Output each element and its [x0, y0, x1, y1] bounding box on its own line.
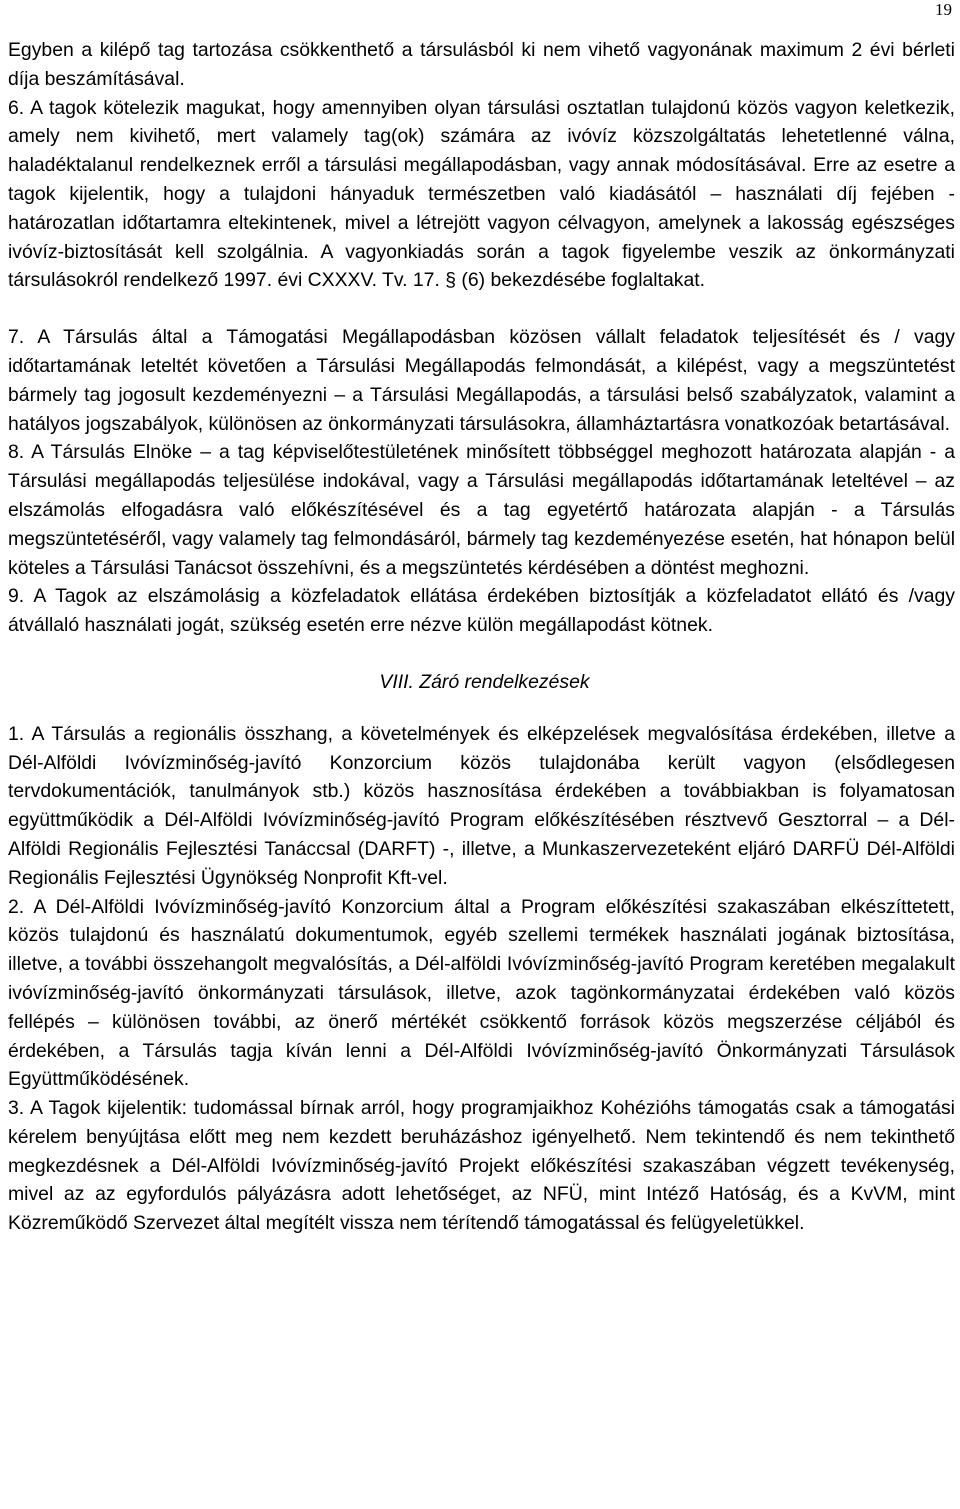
closing-paragraph-1: 1. A Társulás a regionális összhang, a követelmények és elképzelések megvalósítása érdekében, illetve a Dél-Alföldi Ivóvízminőség-javító Konzorcium közös tulajdonába került vagyon (elsődlegesen tervdokumentációk, tanulmányok stb.) közös hasznosítása érdekében a továbbiakban is folyamatosan együttműködik a Dél-Alföldi Ivóvízminőség-javító Program előkészítésében résztvevő Gesztorral – a Dél-Alföldi Regionális Fejlesztési Tanáccsal (DARFT) -, illetve, a Munkaszervezeteként eljáró DARFÜ Dél-Alföldi Regionális Fejlesztési Ügynökség Nonprofit Kft-vel.	[8, 722, 955, 889]
page-number: 19	[935, 0, 952, 19]
paragraph-gap	[8, 295, 955, 323]
paragraph-9: 9. A Tagok az elszámolásig a közfeladatok ellátása érdekében biztosítják a közfeladatot ellátó és /vagy átvállaló használati jogát, szükség esetén erre nézve külön megállapodást kötnek.	[8, 585, 955, 637]
section-heading: VIII. Záró rendelkezések	[379, 670, 590, 693]
paragraph-7: 7. A Társulás által a Támogatási Megállapodásban közösen vállalt feladatok teljesítését és / vagy időtartamának leteltét követően a Társulási Megállapodás felmondását, a kilépést, vagy a megszüntetést bármely tag jogosult kezdeményezni – a Társulási Megállapodás, a társulási belső szabályzatok, valamint a hatályos jogszabályok, különösen az önkormányzati társulásokra, államháztartásra vonatkozóak betartásával.	[8, 326, 955, 435]
paragraph-6: 6. A tagok kötelezik magukat, hogy amennyiben olyan társulási osztatlan tulajdonú közös vagyon keletkezik, amely nem kivihető, mert valamely tag(ok) számára az ivóvíz közszolgáltatás lehetetlenné válna, haladéktalanul rendelkeznek erről a társulási megállapodásban, vagy annak módosításával. Erre az esetre a tagok kijelentik, hogy a tulajdoni hányaduk természetben való kiadásától – használati díj fejében - határozatlan időtartamra eltekintenek, mivel a létrejött vagyon célvagyon, amelynek a lakosság egészséges ivóvíz-biztosítását kell szolgálnia. A vagyonkiadás során a tagok figyelembe veszik az önkormányzati társulásokról rendelkező 1997. évi CXXXV. Tv. 17. § (6) bekezdésébe foglaltakat.	[8, 96, 955, 292]
closing-paragraph-2: 2. A Dél-Alföldi Ivóvízminőség-javító Konzorcium által a Program előkészítési szakaszában elkészíttetett, közös tulajdonú és használatú dokumentumok, egyéb szellemi termékek használati jogának biztosítása, illetve, a további összehangolt megvalósítás, a Dél-alföldi Ivóvízminőség-javító Program keretében megalakult ivóvízminőség-javító önkormányzati társulások, illetve, azok tagönkormányzatai érdekében való közös fellépés – különösen további, az önerő mértékét csökkentő források közös megszerzése céljából és érdekében, a Társulás tagja kíván lenni a Dél-Alföldi Ivóvízminőség-javító Önkormányzati Társulások Együttműködésének.	[8, 895, 955, 1091]
paragraph-carryover: Egyben a kilépő tag tartozása csökkenthető a társulásból ki nem vihető vagyonának maximum 2 évi bérleti díja beszámításával.	[8, 39, 955, 90]
closing-paragraph-3: 3. A Tagok kijelentik: tudomással bírnak arról, hogy programjaikhoz Kohézióhs támogatás csak a támogatási kérelem benyújtása előtt meg nem kezdett beruházáshoz igényelhető. Nem tekintendő és nem tekinthető megkezdésnek a Dél-Alföldi Ivóvízminőség-javító Projekt előkészítési szakaszában végzett tevékenység, mivel az az egyfordulós pályázásra adott lehetőséget, az NFÜ, mint Intéző Hatóság, és a KvVM, mint Közreműködő Szervezet által megítélt vissza nem térítendő támogatással és felügyeletükkel.	[8, 1097, 955, 1235]
paragraph-8: 8. A Társulás Elnöke – a tag képviselőtestületének minősített többséggel meghozott határozata alapján - a Társulási megállapodás teljesülése indokával, vagy a Társulási megállapodás időtartamának leteltével – az elszámolás elfogadásra való előkészítésével és a tag egyetértő határozata alapján - a Társulás megszüntetéséről, vagy valamely tag felmondásáról, bármely tag kezdeményezése esetén, hat hónapon belül köteles a Társulási Tanácsot összehívni, és a megszüntetés kérdésében a döntést meghozni.	[8, 441, 955, 579]
document-body	[8, 36, 955, 1238]
heading-gap-top	[8, 640, 955, 668]
heading-gap-bottom	[8, 697, 955, 720]
